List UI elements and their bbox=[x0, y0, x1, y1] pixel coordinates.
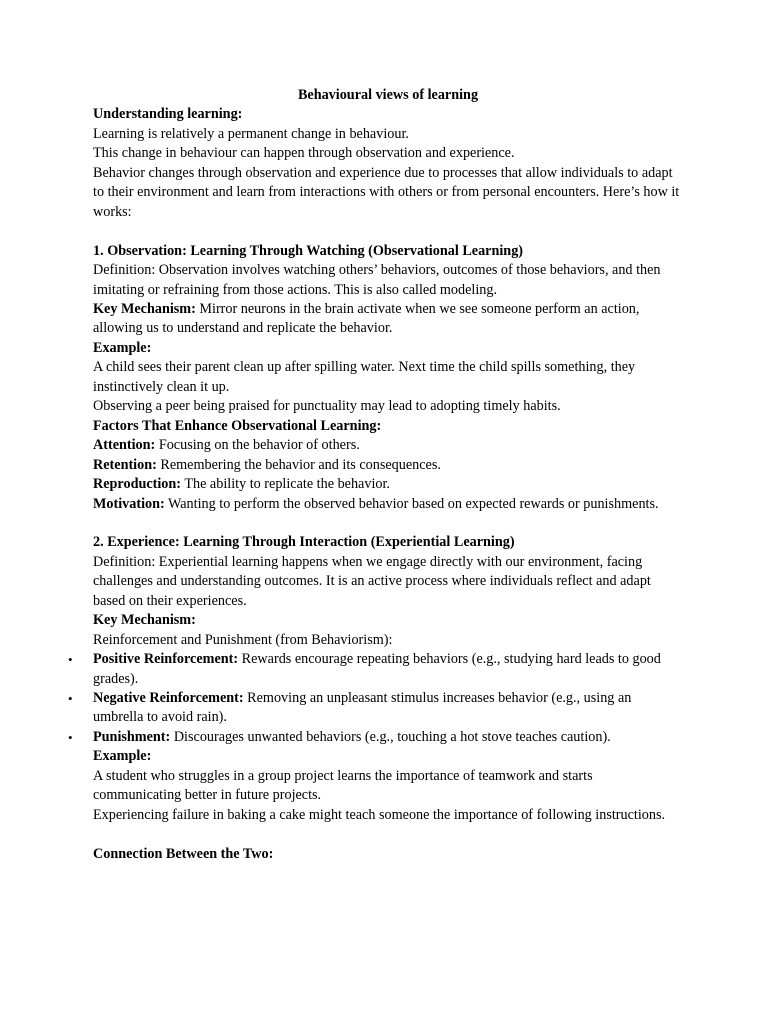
section-2-heading: 2. Experience: Learning Through Interaction (Experiential Learning) bbox=[93, 534, 515, 551]
connection-heading: Connection Between the Two: bbox=[93, 845, 274, 862]
section-1-example-1: A child sees their parent clean up after spilling water. Next time the child spills something, they instinctively clean it up. bbox=[93, 359, 636, 395]
section-1-heading: 1. Observation: Learning Through Watching (Observational Learning) bbox=[93, 242, 524, 259]
section-2-example-label: Example: bbox=[93, 748, 152, 765]
list-item bbox=[68, 650, 683, 689]
intro-line-1: Learning is relatively a permanent change in behaviour. bbox=[93, 125, 409, 142]
section-2-key-mechanism-label: Key Mechanism: bbox=[93, 612, 196, 629]
factor-label: Retention: bbox=[93, 456, 157, 473]
list-item-label: Punishment: bbox=[93, 728, 171, 745]
bullet-icon: • bbox=[68, 729, 73, 745]
factor-label: Reproduction: bbox=[93, 476, 182, 493]
section-1-definition: Definition: Observation involves watching others’ behaviors, outcomes of those behaviors, and then imitating or refraining from those actions. This is also called modeling. bbox=[93, 262, 661, 298]
bullet-icon: • bbox=[68, 691, 73, 707]
factor-text: Wanting to perform the observed behavior based on expected rewards or punishments. bbox=[164, 495, 659, 512]
intro-line-3: Behavior changes through observation and experience due to processes that allow individuals to adapt to their environment and learn from interactions with others or from personal encounters. Here’s how it works: bbox=[93, 164, 680, 220]
factor-text: Focusing on the behavior of others. bbox=[155, 437, 360, 454]
section-2-definition: Definition: Experiential learning happens when we engage directly with our environment, facing challenges and understanding outcomes. It is an active process where individuals reflect and adapt based on their experiences. bbox=[93, 553, 651, 609]
factor-retention bbox=[93, 456, 683, 475]
list-item bbox=[68, 728, 683, 747]
key-mechanism-text: Mirror neurons in the brain activate when we see someone perform an action, allowing us to understand and replicate the behavior. bbox=[93, 300, 640, 337]
factor-text: The ability to replicate the behavior. bbox=[181, 476, 390, 493]
factor-text: Remembering the behavior and its consequences. bbox=[156, 456, 441, 473]
factor-reproduction bbox=[93, 475, 683, 494]
intro-heading: Understanding learning: bbox=[93, 106, 243, 123]
spacer bbox=[93, 514, 683, 533]
spacer bbox=[93, 825, 683, 844]
document-page bbox=[68, 86, 683, 864]
section-2-example-2: Experiencing failure in baking a cake might teach someone the importance of following instructions. bbox=[93, 806, 666, 823]
list-item-text: Removing an unpleasant stimulus increases behavior (e.g., using an umbrella to avoid rain). bbox=[93, 690, 632, 726]
section-2-key-mechanism-subtitle: Reinforcement and Punishment (from Behaviorism): bbox=[93, 631, 393, 648]
reinforcement-list bbox=[68, 650, 683, 747]
section-1-key-mechanism bbox=[93, 300, 683, 339]
section-2-example-1: A student who struggles in a group project learns the importance of teamwork and starts communicating better in future projects. bbox=[93, 767, 593, 804]
key-mechanism-label: Key Mechanism: bbox=[93, 300, 196, 317]
factor-motivation bbox=[93, 495, 683, 514]
factor-attention bbox=[93, 436, 683, 455]
section-1-example-2: Observing a peer being praised for punctuality may lead to adopting timely habits. bbox=[93, 398, 561, 415]
list-item-label: Positive Reinforcement: bbox=[93, 651, 239, 668]
spacer bbox=[93, 222, 683, 241]
factor-label: Attention: bbox=[93, 437, 156, 454]
list-item bbox=[68, 689, 683, 728]
factors-heading: Factors That Enhance Observational Learning: bbox=[93, 417, 382, 434]
bullet-icon: • bbox=[68, 652, 73, 668]
list-item-label: Negative Reinforcement: bbox=[93, 690, 244, 707]
document-title: Behavioural views of learning bbox=[297, 87, 479, 103]
list-item-text: Rewards encourage repeating behaviors (e.g., studying hard leads to good grades). bbox=[93, 651, 661, 687]
intro-line-2: This change in behaviour can happen through observation and experience. bbox=[93, 145, 515, 162]
section-1-example-label: Example: bbox=[93, 339, 152, 356]
factor-label: Motivation: bbox=[93, 495, 165, 512]
list-item-text: Discourages unwanted behaviors (e.g., touching a hot stove teaches caution). bbox=[170, 728, 611, 745]
